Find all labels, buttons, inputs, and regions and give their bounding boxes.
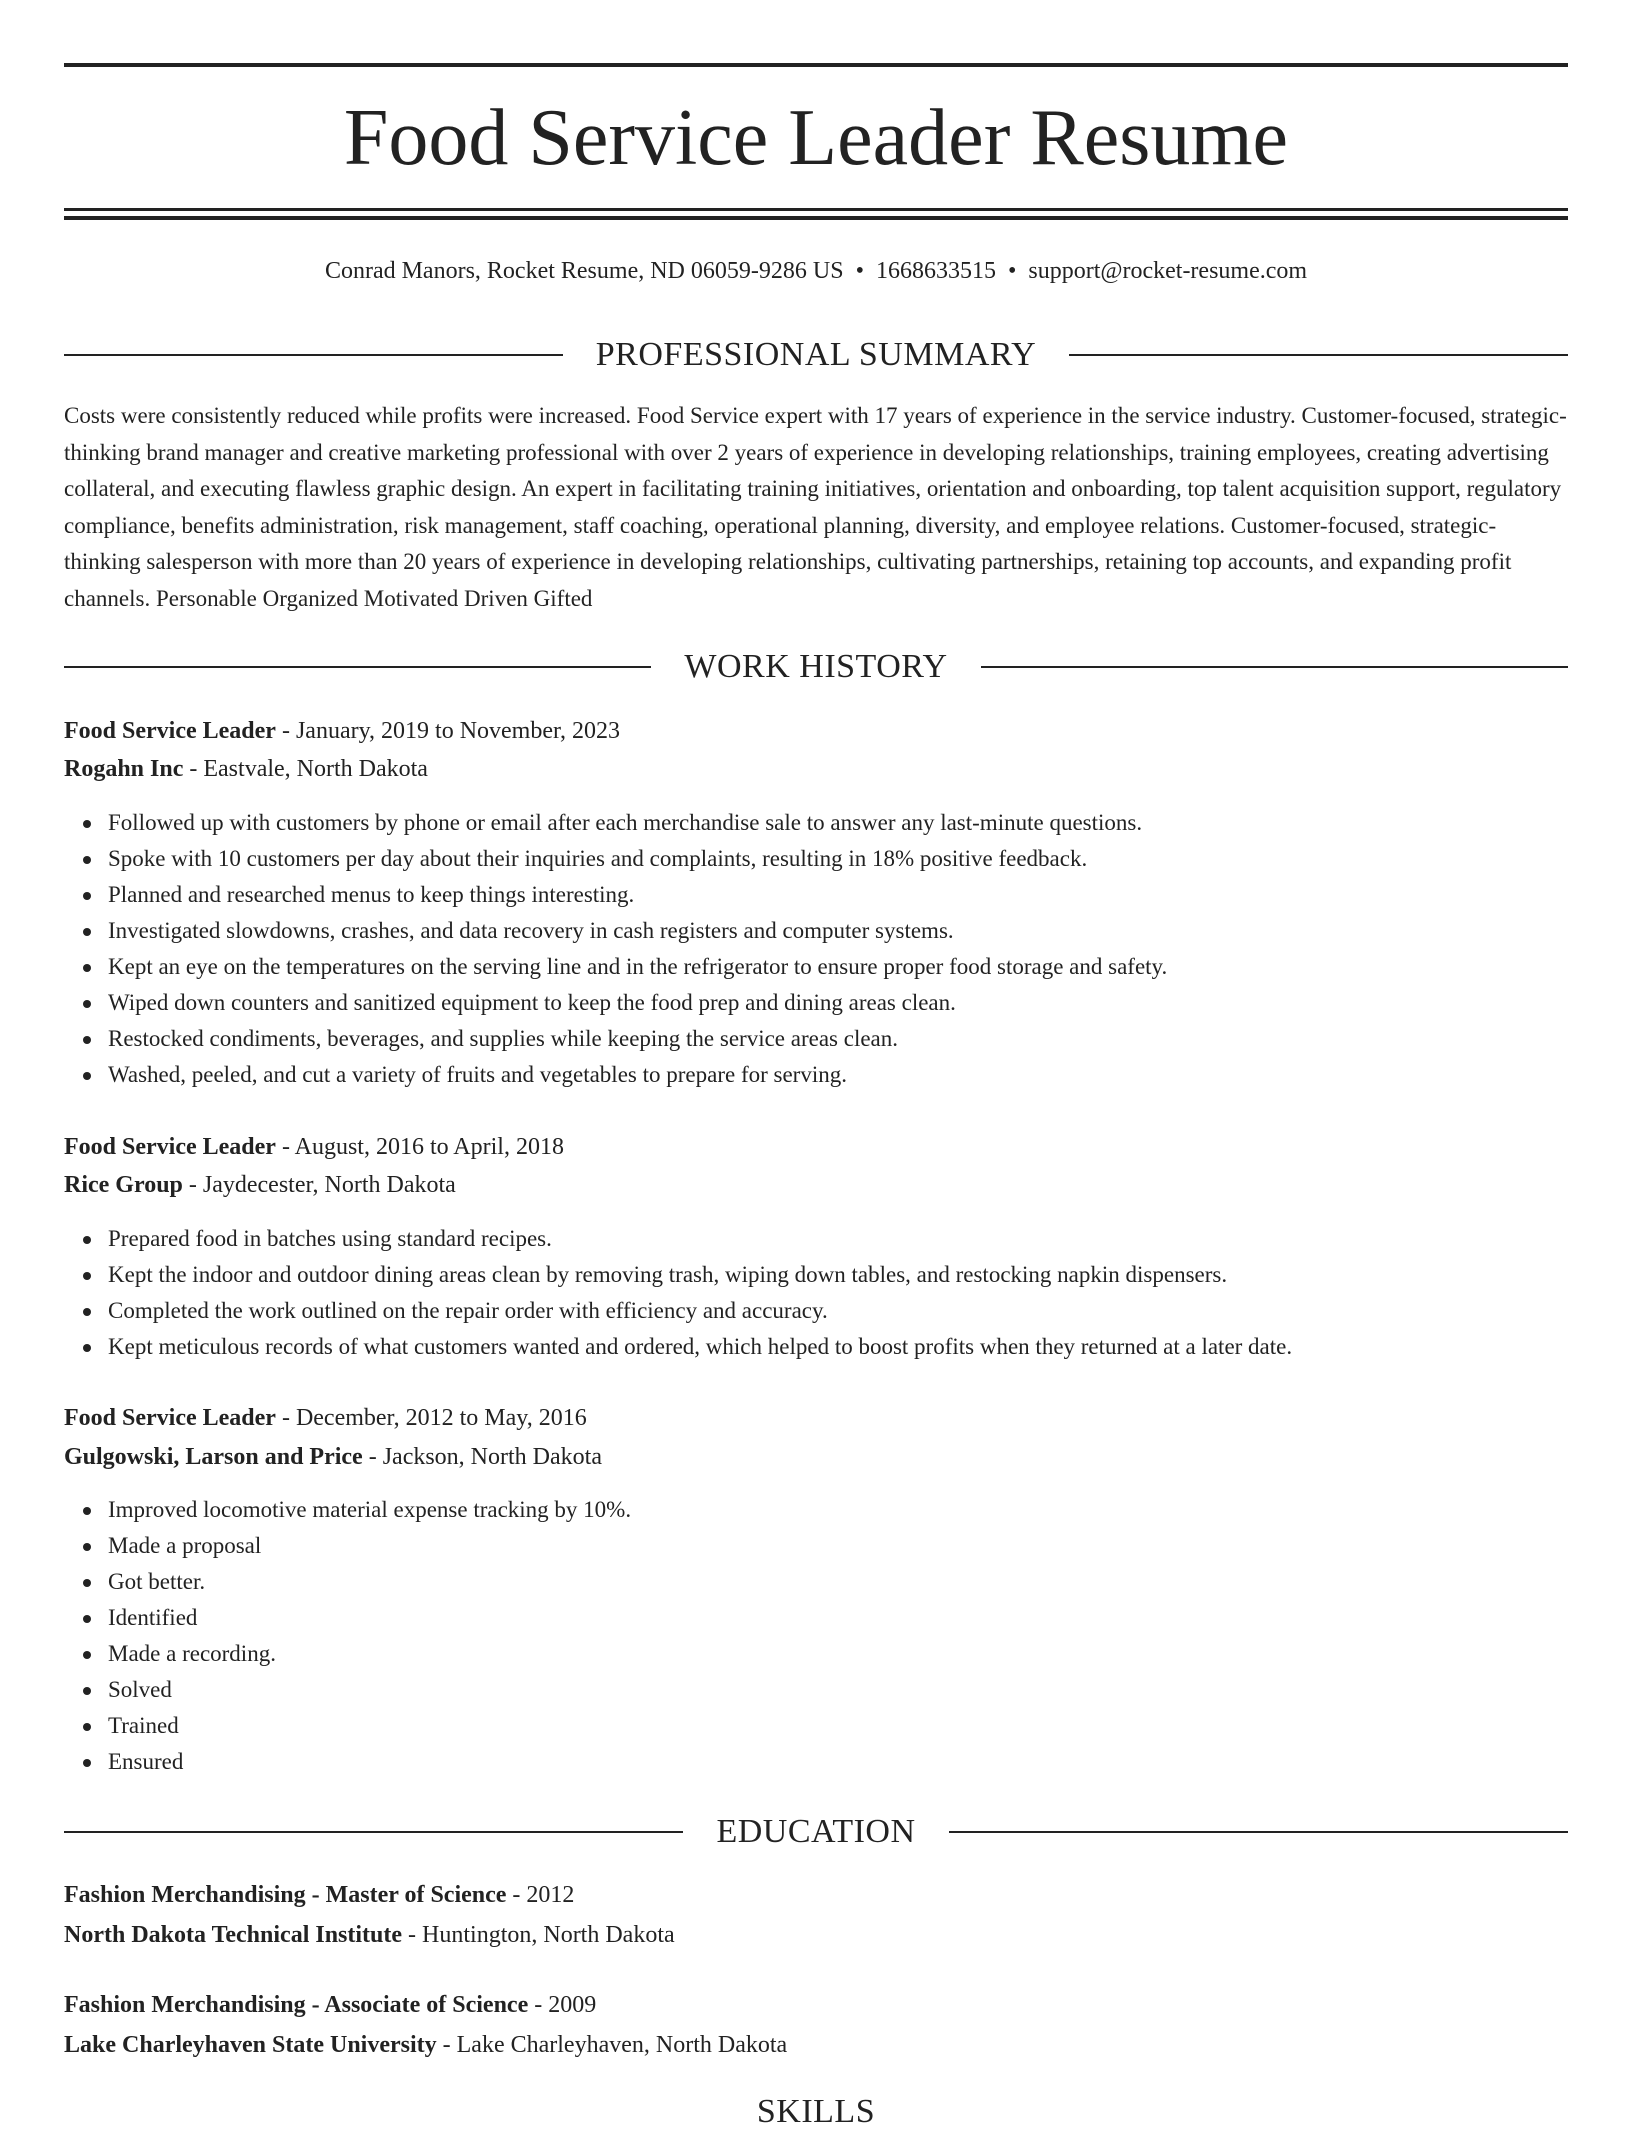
job-title-line: [64, 1128, 1568, 1166]
education-year: - 2009: [528, 1992, 597, 2018]
header-top-rule: [64, 63, 1568, 67]
education-degree: Fashion Merchandising - Master of Science: [64, 1882, 507, 1908]
job-location: - Eastvale, North Dakota: [183, 756, 428, 782]
job-dates: - January, 2019 to November, 2023: [275, 718, 621, 744]
list-item: Trained: [108, 1708, 1612, 1744]
education-school: North Dakota Technical Institute: [64, 1922, 403, 1948]
list-item: Made a proposal: [108, 1528, 1612, 1564]
list-item: Got better.: [108, 1564, 1612, 1600]
education-degree: Fashion Merchandising - Associate of Science: [64, 1992, 529, 2018]
education-location: - Lake Charleyhaven, North Dakota: [436, 2032, 788, 2058]
job-bullet-list: [64, 805, 1612, 1093]
heading-rule: [1069, 354, 1568, 356]
education-school-line: [64, 2026, 1568, 2064]
job-title-line: [64, 1399, 1568, 1437]
list-item: Followed up with customers by phone or email after each merchandise sale to answer any last-minute questions.: [108, 805, 1612, 841]
job-bullet-list: [64, 1492, 1612, 1780]
list-item: Ensured: [108, 1744, 1612, 1780]
job-company: Rogahn Inc: [64, 756, 184, 782]
job-location: - Jaydecester, North Dakota: [182, 1172, 456, 1198]
list-item: Washed, peeled, and cut a variety of fruits and vegetables to prepare for serving.: [108, 1057, 1612, 1093]
section-heading-education: [64, 1810, 1568, 1854]
header-double-rule-lower: [64, 216, 1568, 220]
job-location: - Jackson, North Dakota: [362, 1444, 602, 1470]
list-item: Spoke with 10 customers per day about their inquiries and complaints, resulting in 18% positive feedback.: [108, 841, 1612, 877]
summary-text: Costs were consistently reduced while profits were increased. Food Service expert with 17 years of experience in the service industry. Customer-focused, strategic-thinking brand manager and creative marketing professional with over 2 years of experience in developing relationships, training employees, creating advertising collateral, and executing flawless graphic design. An expert in facilitating training initiatives, orientation and onboarding, top talent acquisition support, regulatory compliance, benefits administration, risk management, staff coaching, operational planning, diversity, and employee relations. Customer-focused, strategic-thinking salesperson with more than 20 years of experience in developing relationships, cultivating partnerships, retaining top accounts, and expanding profit channels. Personable Organized Motivated Driven Gifted: [64, 403, 1567, 611]
header-double-rule-upper: [64, 208, 1568, 211]
list-item: Investigated slowdowns, crashes, and data recovery in cash registers and computer systems.: [108, 913, 1612, 949]
heading-rule: [981, 666, 1568, 668]
job-title-line: [64, 712, 1568, 750]
list-item: Kept the indoor and outdoor dining areas clean by removing trash, wiping down tables, and restocking napkin dispensers.: [108, 1257, 1612, 1293]
section-heading-summary: [64, 333, 1568, 377]
job-dates: - August, 2016 to April, 2018: [275, 1134, 564, 1160]
education-school-line: [64, 1916, 1568, 1954]
job-company: Rice Group: [64, 1172, 183, 1198]
contact-phone: 1668633515: [875, 258, 996, 284]
list-item: Improved locomotive material expense tracking by 10%.: [108, 1492, 1612, 1528]
section-heading-skills: SKILLS: [756, 2093, 876, 2130]
job-company-line: [64, 1166, 1568, 1204]
job-company-line: [64, 750, 1568, 788]
contact-address: Conrad Manors, Rocket Resume, ND 06059-9286 US: [324, 258, 844, 284]
job-bullet-list: [64, 1221, 1612, 1365]
section-title: EDUCATION: [716, 1813, 916, 1850]
job-dates: - December, 2012 to May, 2016: [275, 1405, 587, 1431]
job-title: Food Service Leader: [64, 1405, 276, 1431]
contact-email: support@rocket-resume.com: [1028, 258, 1308, 284]
section-heading-work-history: [64, 645, 1568, 689]
list-item: Planned and researched menus to keep things interesting.: [108, 877, 1612, 913]
education-degree-line: [64, 1986, 1568, 2024]
contact-line: [64, 254, 1568, 288]
contact-separator: •: [1007, 258, 1017, 284]
education-school: Lake Charleyhaven State University: [64, 2032, 437, 2058]
list-item: Wiped down counters and sanitized equipment to keep the food prep and dining areas clean.: [108, 985, 1612, 1021]
job-title: Food Service Leader: [64, 1134, 276, 1160]
contact-separator: •: [855, 258, 864, 284]
resume-title: Food Service Leader Resume: [343, 94, 1289, 182]
list-item: Solved: [108, 1672, 1612, 1708]
job-company: Gulgowski, Larson and Price: [64, 1444, 363, 1470]
list-item: Prepared food in batches using standard recipes.: [108, 1221, 1612, 1257]
heading-rule: [64, 354, 563, 356]
list-item: Made a recording.: [108, 1636, 1612, 1672]
heading-rule: [949, 1831, 1568, 1833]
list-item: Kept meticulous records of what customers wanted and ordered, which helped to boost profits when they returned at a later date.: [108, 1329, 1612, 1365]
job-company-line: [64, 1438, 1568, 1476]
job-title: Food Service Leader: [64, 718, 276, 744]
list-item: Identified: [108, 1600, 1612, 1636]
list-item: Kept an eye on the temperatures on the serving line and in the refrigerator to ensure proper food storage and safety.: [108, 949, 1612, 985]
education-year: - 2012: [506, 1882, 575, 1908]
section-title: WORK HISTORY: [684, 648, 948, 685]
list-item: Restocked condiments, beverages, and supplies while keeping the service areas clean.: [108, 1021, 1612, 1057]
section-title: PROFESSIONAL SUMMARY: [595, 336, 1037, 373]
heading-rule: [64, 666, 651, 668]
list-item: Completed the work outlined on the repair order with efficiency and accuracy.: [108, 1293, 1612, 1329]
education-location: - Huntington, North Dakota: [402, 1922, 675, 1948]
heading-rule: [64, 1831, 683, 1833]
education-degree-line: [64, 1876, 1568, 1914]
